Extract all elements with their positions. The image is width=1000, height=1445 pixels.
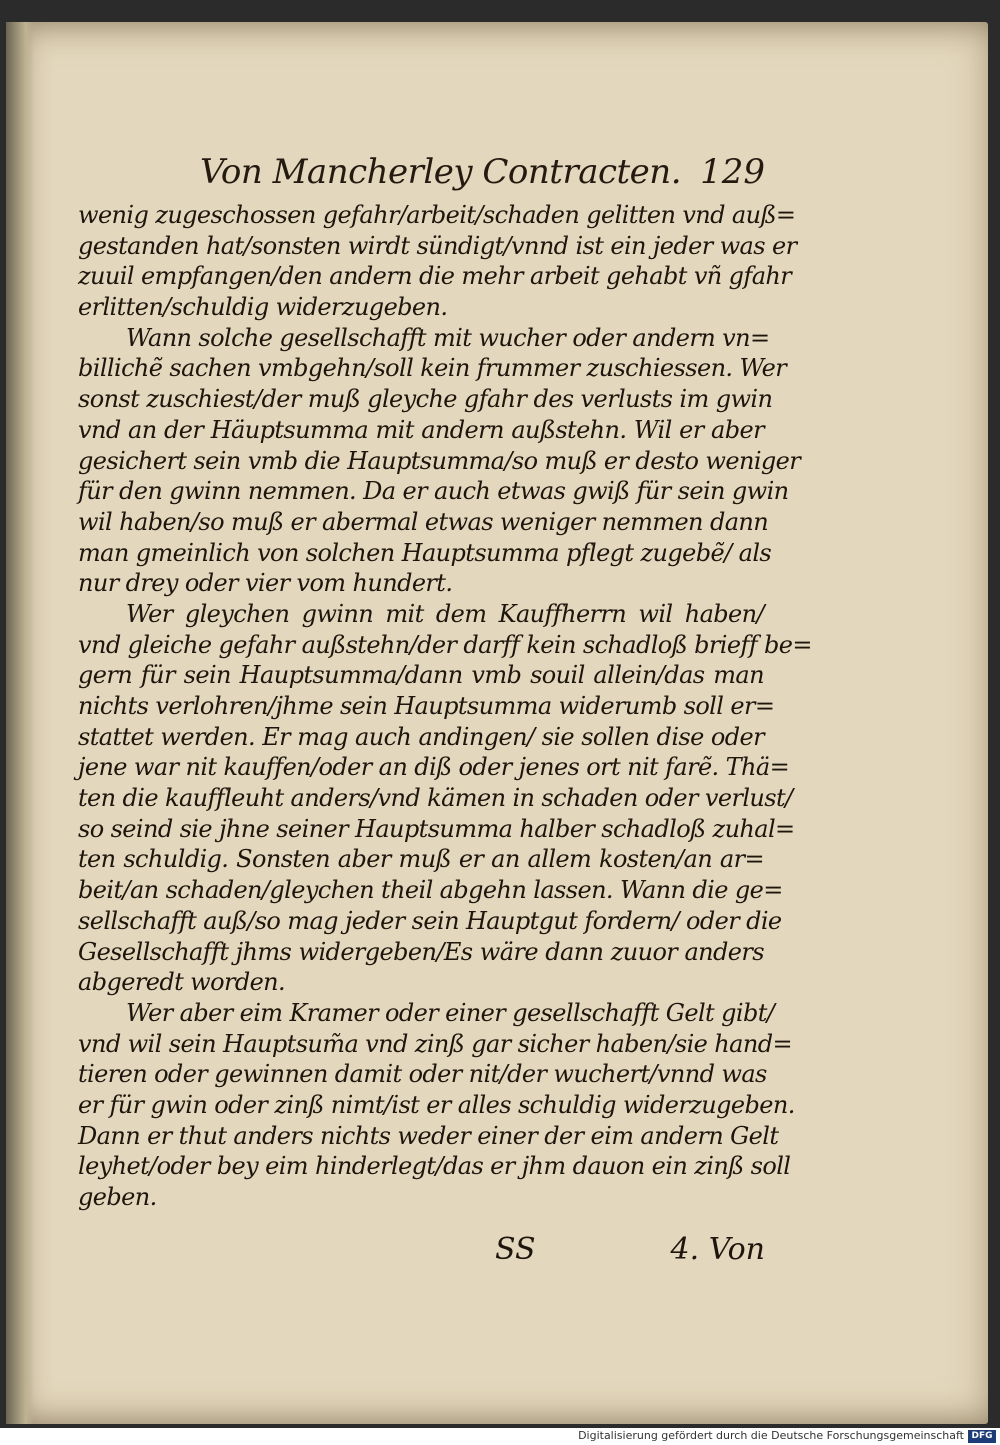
text-line: für den gwinn nemmen. Da er auch etwas gwiß für sein gwin bbox=[78, 477, 789, 506]
text-line: jene war nit kauffen/oder an diß oder jenes ort nit farẽ. Thä= bbox=[78, 753, 790, 782]
text-line: wenig zugeschossen gefahr/arbeit/schaden gelitten vnd auß= bbox=[78, 201, 796, 229]
catchword: 4. Von bbox=[670, 1232, 765, 1267]
text-line: wil haben/so muß er abermal etwas weniger nemmen dann bbox=[78, 507, 769, 536]
text-line: zuuil empfangen/den andern die mehr arbeit gehabt vñ gfahr bbox=[78, 262, 792, 291]
page-footer bbox=[495, 1232, 765, 1276]
text-line: stattet werden. Er mag auch andingen/ sie sollen dise oder bbox=[78, 722, 764, 751]
text-line: Wer aber eim Kramer oder einer gesellschafft Gelt gibt/ bbox=[126, 998, 775, 1027]
text-line: gesichert sein vmb die Hauptsumma/so muß er desto weniger bbox=[78, 446, 801, 475]
text-line: sellschafft auß/so mag jeder sein Hauptgut fordern/ oder die bbox=[78, 906, 782, 935]
signature-mark: SS bbox=[495, 1232, 536, 1267]
text-line: Dann er thut anders nichts weder einer der eim andern Gelt bbox=[78, 1121, 779, 1150]
text-line: abgeredt worden. bbox=[78, 968, 286, 997]
text-line: er für gwin oder zinß nimt/ist er alles schuldig widerzugeben. bbox=[78, 1090, 795, 1119]
credit-text: Digitalisierung gefördert durch die Deutsche Forschungsgemeinschaft bbox=[578, 1429, 964, 1442]
text-line: Gesellschafft jhms widergeben/Es wäre dann zuuor anders bbox=[78, 937, 764, 966]
page-header bbox=[200, 152, 765, 198]
page-gutter-shadow bbox=[6, 22, 34, 1424]
text-line: billichẽ sachen vmbgehn/soll kein frummer zuschiessen. Wer bbox=[78, 354, 787, 383]
text-line: tieren oder gewinnen damit oder nit/der wuchert/vnnd was bbox=[78, 1060, 767, 1089]
text-line: vnd gleiche gefahr außstehn/der darff kein schadloß brieff be= bbox=[78, 630, 812, 659]
text-line: vnd an der Häuptsumma mit andern außstehn. Wil er aber bbox=[78, 415, 764, 444]
text-line: ten die kauffleuht anders/vnd kämen in schaden oder verlust/ bbox=[78, 784, 793, 813]
text-line: Wer gleychen gwinn mit dem Kauffherrn wil haben/ bbox=[126, 599, 764, 628]
text-line: erlitten/schuldig widerzugeben. bbox=[78, 293, 448, 322]
page-number: 129 bbox=[700, 152, 765, 192]
text-line: sonst zuschiest/der muß gleyche gfahr des verlusts im gwin bbox=[78, 385, 773, 414]
text-line: vnd wil sein Hauptsum̃a vnd zinß gar sicher haben/sie hand= bbox=[78, 1029, 792, 1058]
text-line: ten schuldig. Sonsten aber muß er an allem kosten/an ar= bbox=[78, 845, 764, 874]
text-line: nichts verlohren/jhme sein Hauptsumma widerumb soll er= bbox=[78, 692, 775, 720]
text-line: leyhet/oder bey eim hinderlegt/das er jhm dauon ein zinß soll bbox=[78, 1152, 791, 1181]
text-line: so seind sie jhne seiner Hauptsumma halber schadloß zuhal= bbox=[78, 814, 795, 843]
text-line: Wann solche gesellschafft mit wucher oder andern vn= bbox=[126, 323, 770, 352]
text-line: geben. bbox=[78, 1183, 157, 1211]
running-title: Von Mancherley Contracten. bbox=[200, 152, 682, 192]
dfg-logo-icon: DFG bbox=[968, 1430, 996, 1443]
text-line: nur drey oder vier vom hundert. bbox=[78, 569, 453, 598]
credit-bar bbox=[0, 1428, 1000, 1445]
text-line: beit/an schaden/gleychen theil abgehn lassen. Wann die ge= bbox=[78, 876, 783, 905]
text-line: gestanden hat/sonsten wirdt sündigt/vnnd ist ein jeder was er bbox=[78, 231, 797, 260]
text-line: gern für sein Hauptsumma/dann vmb souil allein/das man bbox=[78, 661, 764, 690]
body-text bbox=[78, 200, 812, 1213]
text-line: man gmeinlich von solchen Hauptsumma pflegt zugebẽ/ als bbox=[78, 538, 772, 567]
